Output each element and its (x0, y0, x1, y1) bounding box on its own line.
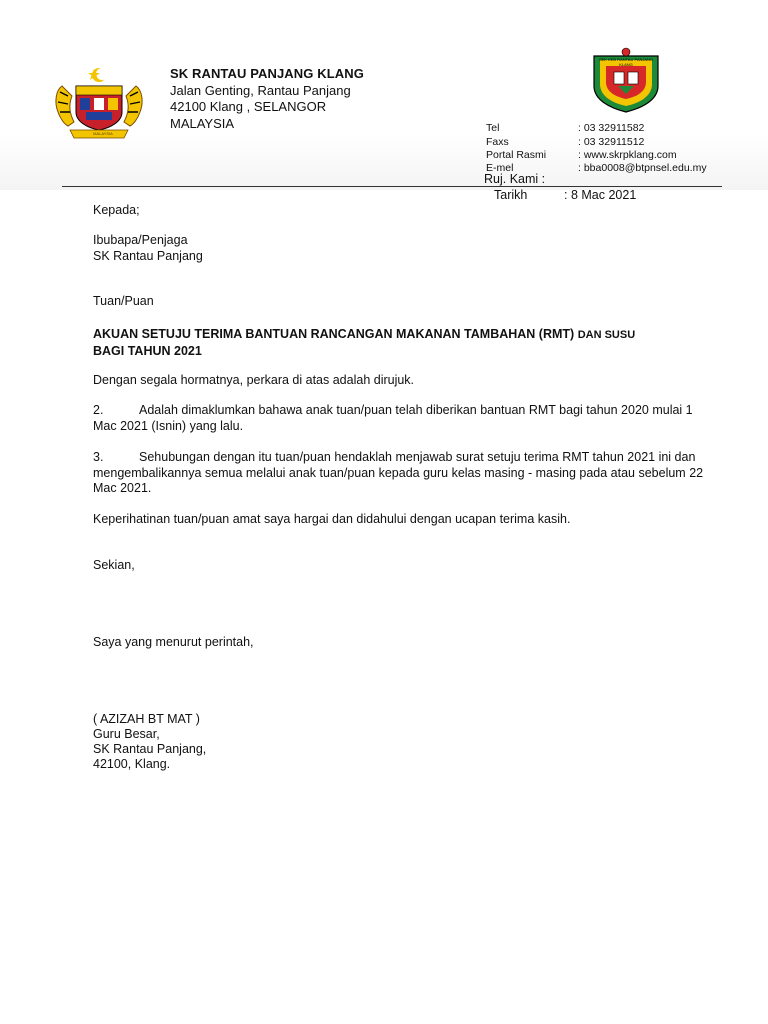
recipient-line-1: Ibubapa/Penjaga (93, 233, 188, 247)
signatory-school: SK Rantau Panjang, (93, 742, 207, 756)
contact-label-portal: Portal Rasmi (486, 149, 547, 161)
contact-value-email: : bba0008@btpnsel.edu.my (578, 162, 707, 174)
signatory-name: ( AZIZAH BT MAT ) (93, 712, 200, 726)
address-line-3: MALAYSIA (170, 116, 235, 131)
letter-subject (93, 326, 723, 359)
address-line-2: 42100 Klang , SELANGOR (170, 99, 327, 114)
contact-label-email: E-mel (486, 162, 514, 174)
opening-paragraph: Dengan segala hormatnya, perkara di atas adalah dirujuk. (93, 373, 415, 387)
salutation: Tuan/Puan (93, 294, 154, 308)
contact-value-portal: : www.skrpklang.com (578, 149, 677, 161)
paragraph-2-number: 2. (93, 403, 104, 417)
subject-line-1-suffix: DAN SUSU (577, 329, 636, 341)
contact-label-fax: Faxs (486, 136, 509, 148)
header-divider (62, 186, 722, 187)
school-name: SK RANTAU PANJANG KLANG (170, 66, 364, 81)
date-value: : 8 Mac 2021 (564, 188, 637, 202)
subject-line-1: AKUAN SETUJU TERIMA BANTUAN RANCANGAN MAKANAN TAMBAHAN (RMT) (93, 327, 575, 341)
recipient-line-2: SK Rantau Panjang (93, 249, 203, 263)
contact-value-fax: : 03 32911512 (578, 136, 645, 148)
paragraph-3-text: Sehubungan dengan itu tuan/puan hendaklah menjawab surat setuju terima RMT tahun 2021 ini dan mengembalikannya semua melalui anak tuan/puan kepada guru kelas masing - masing pada atau sebelum 22 Mac 2021. (93, 450, 704, 495)
reference-label: Ruj. Kami : (484, 172, 546, 186)
contact-value-tel: : 03 32911582 (578, 122, 645, 134)
paragraph-3-number: 3. (93, 450, 104, 464)
address-line-1: Jalan Genting, Rantau Panjang (170, 83, 351, 98)
subject-line-2: BAGI TAHUN 2021 (93, 344, 202, 358)
school-logo-text: SEK KEB RANTAU PANJANG KLANG (598, 57, 654, 67)
signoff-sekian: Sekian, (93, 558, 135, 572)
paragraph-2 (93, 403, 718, 434)
signoff-saya: Saya yang menurut perintah, (93, 635, 254, 649)
paragraph-2-text: Adalah dimaklumkan bahawa anak tuan/puan telah diberikan bantuan RMT bagi tahun 2020 mulai 1 Mac 2021 (Isnin) yang lalu. (93, 403, 693, 433)
closing-paragraph: Keperihatinan tuan/puan amat saya hargai dan didahului dengan ucapan terima kasih. (93, 512, 571, 526)
signatory-title: Guru Besar, (93, 727, 160, 741)
signatory-town: 42100, Klang. (93, 757, 171, 771)
paragraph-3 (93, 450, 718, 497)
date-label: Tarikh (494, 188, 528, 202)
contact-label-tel: Tel (486, 122, 500, 134)
crest-motto: MALAYSIA (93, 131, 113, 136)
recipient-kepada: Kepada; (93, 203, 140, 217)
